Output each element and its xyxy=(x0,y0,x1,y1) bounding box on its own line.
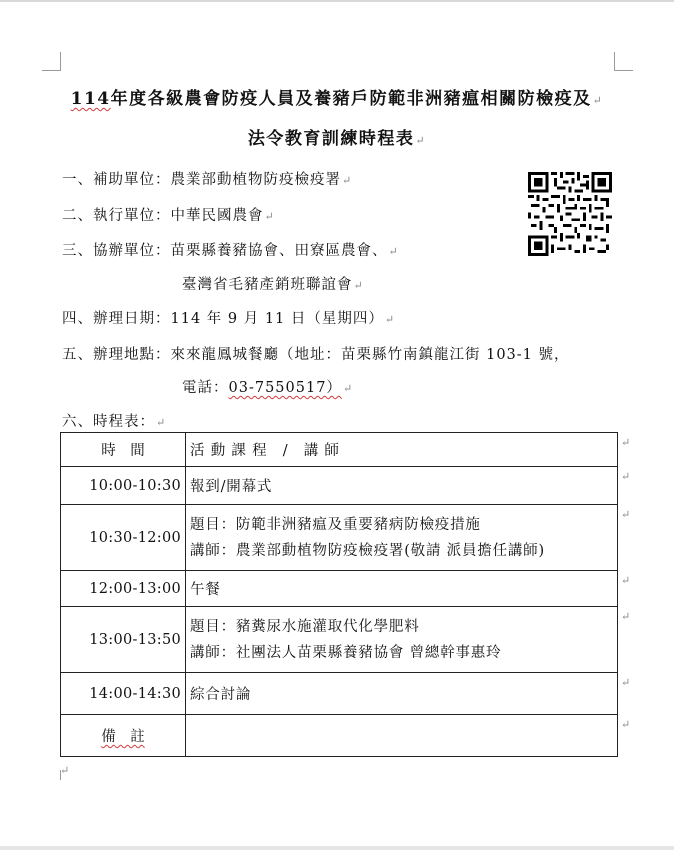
remark-value xyxy=(186,715,618,757)
info-co-organizer xyxy=(62,239,399,260)
row-topic: 題目：豬糞尿水施灌取代化學肥料 xyxy=(190,618,420,635)
row-time: 14:00-14:30 xyxy=(61,673,186,715)
info-venue-phone xyxy=(182,376,353,397)
row-activity xyxy=(186,505,618,571)
row-activity: 綜合討論 xyxy=(186,673,618,715)
row-end-mark: ↵ xyxy=(621,676,631,689)
info-co-organizer-cont-text: 臺灣省毛豬產銷班聯誼會 xyxy=(182,277,353,293)
title-year: 114 xyxy=(70,89,111,109)
paragraph-mark: ↵ xyxy=(264,210,275,223)
info-co-organizer-cont xyxy=(182,273,364,294)
info-date xyxy=(62,307,395,328)
schedule-table xyxy=(60,432,618,757)
qr-code-icon xyxy=(528,172,612,256)
title-line1-text: 年度各級農會防疫人員及養豬戶防範非洲豬瘟相關防檢疫及 xyxy=(110,89,592,109)
row-end-mark: ↵ xyxy=(621,508,631,521)
row-end-mark: ↵ xyxy=(621,470,631,483)
info-executor-text: 二、執行單位：中華民國農會 xyxy=(62,208,264,224)
paragraph-mark: ↵ xyxy=(415,134,427,147)
row-time: 13:00-13:50 xyxy=(61,607,186,673)
row-time: 10:00-10:30 xyxy=(61,467,186,505)
page-bottom-edge xyxy=(0,846,674,850)
header-activity: 活 動 課 程 / 講 師 xyxy=(186,433,618,467)
row-end-mark: ↵ xyxy=(621,574,631,587)
paragraph-mark: ↵ xyxy=(342,382,354,395)
table-row xyxy=(61,571,618,607)
paragraph-mark: ↵ xyxy=(342,174,353,187)
row-activity: 報到/開幕式 xyxy=(186,467,618,505)
table-row-remark xyxy=(61,715,618,757)
paragraph-mark: ↵ xyxy=(592,94,604,107)
document-title-line1 xyxy=(0,84,674,109)
info-sponsor-text: 一、補助單位：農業部動植物防疫檢疫署 xyxy=(62,172,341,188)
info-co-organizer-text: 三、協辦單位：苗栗縣養豬協會、田寮區農會、 xyxy=(62,243,388,259)
phone-label: 電話： xyxy=(182,380,229,396)
info-venue xyxy=(62,343,570,364)
paragraph-mark-final: ↵ xyxy=(60,764,70,777)
row-end-mark: ↵ xyxy=(621,610,631,623)
table-row xyxy=(61,467,618,505)
remark-label-text: 備 註 xyxy=(101,729,145,745)
paragraph-mark: ↵ xyxy=(388,245,399,258)
info-executor xyxy=(62,204,275,225)
row-lecturer: 講師：社團法人苗栗縣養豬協會 曾總幹事惠玲 xyxy=(190,644,502,661)
page-top-edge xyxy=(0,0,674,2)
row-time: 12:00-13:00 xyxy=(61,571,186,607)
info-sponsor xyxy=(62,168,352,189)
row-time: 10:30-12:00 xyxy=(61,505,186,571)
info-schedule-heading xyxy=(62,410,166,431)
document-title-line2 xyxy=(0,124,674,149)
paragraph-mark: ↵ xyxy=(353,279,364,292)
row-activity: 午餐 xyxy=(186,571,618,607)
header-time: 時 間 xyxy=(61,433,186,467)
row-end-mark: ↵ xyxy=(621,718,631,731)
row-activity xyxy=(186,607,618,673)
table-row xyxy=(61,673,618,715)
row-end-mark: ↵ xyxy=(621,436,631,449)
phone-value: 03-7550517） xyxy=(228,380,342,396)
remark-label xyxy=(61,715,186,757)
table-row xyxy=(61,505,618,571)
paragraph-mark: ↵ xyxy=(156,416,167,429)
paragraph-mark: ↵ xyxy=(384,313,396,326)
title-line2-text: 法令教育訓練時程表 xyxy=(247,129,415,149)
row-lecturer: 講師：農業部動植物防疫檢疫署(敬請 派員擔任講師) xyxy=(190,542,545,559)
info-venue-text: 五、辦理地點：來來龍鳳城餐廳（地址：苗栗縣竹南鎮龍江街 103-1 號， xyxy=(62,347,570,363)
schedule-heading-text: 六、時程表： xyxy=(62,414,155,430)
info-date-text: 四、辦理日期：114 年 9 月 11 日（星期四） xyxy=(62,311,384,327)
table-header-row xyxy=(61,433,618,467)
margin-corner-top-right xyxy=(614,52,633,71)
margin-corner-top-left xyxy=(42,52,61,71)
row-topic: 題目：防範非洲豬瘟及重要豬病防檢疫措施 xyxy=(190,516,481,533)
table-row xyxy=(61,607,618,673)
